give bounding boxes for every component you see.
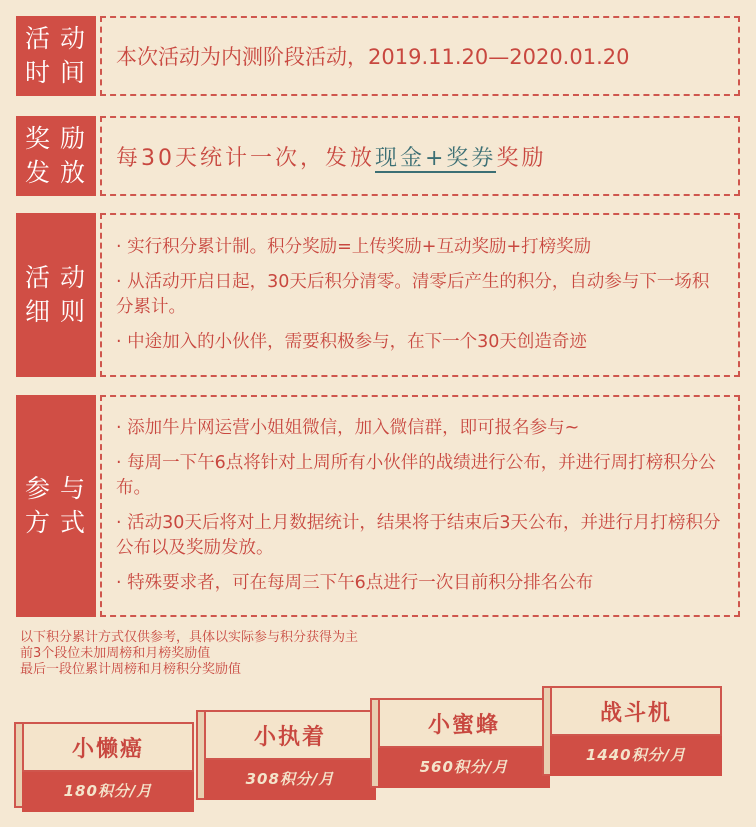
label-bottom: 时间 [24,58,95,87]
note-line: 以下积分累计方式仅供参考，具体以实际参与积分获得为主 [20,630,359,645]
notes [20,630,358,678]
section-content [100,16,740,96]
reward-highlight: 现金+奖券 [375,145,497,171]
tier-block [550,686,722,776]
tier-top [378,698,550,748]
note-line: 前3个段位未加周榜和月榜奖励值 [20,646,211,661]
tier-block [204,710,376,800]
join-item: · 活动30天后将对上月数据统计，结果将于结束后3天公布，并进行月打榜积分公布以及奖励发放。 [116,513,721,558]
note-line: 最后一段位累计周榜和月榜积分奖励值 [20,662,242,677]
tier-points: 560积分/月 [419,758,509,776]
section-label [16,116,96,196]
tier-points: 1440积分/月 [585,746,687,764]
reward-text-post: 奖励 [496,145,547,171]
label-top: 参与 [24,474,95,503]
tier-top [22,722,194,772]
tier-name: 小蜜蜂 [427,712,500,738]
tier-points: 180积分/月 [63,782,153,800]
label-top: 活动 [24,263,95,292]
join-item: · 添加牛片网运营小姐姐微信，加入微信群，即可报名参与~ [116,418,580,438]
tier-name: 战斗机 [599,700,672,726]
label-top: 奖励 [24,124,95,153]
section-label [16,213,96,377]
section-time [16,16,740,96]
label-bottom: 方式 [24,508,95,537]
section-reward [16,116,740,196]
section-join [16,395,740,617]
section-content [100,213,740,377]
rule-item: · 实行积分累计制。积分奖励=上传奖励+互动奖励+打榜奖励 [116,237,592,257]
join-item: · 特殊要求者，可在每周三下午6点进行一次目前积分排名公布 [116,573,594,593]
rule-item: · 中途加入的小伙伴，需要积极参与，在下一个30天创造奇迹 [116,332,587,352]
reward-text-pre: 每30天统计一次，发放 [116,145,375,171]
rule-item: · 从活动开启日起，30天后积分清零。清零后产生的积分，自动参与下一场积分累计。 [116,272,710,317]
join-item: · 每周一下午6点将针对上周所有小伙伴的战绩进行公布，并进行周打榜积分公布。 [116,453,716,498]
tier-block [378,698,550,788]
label-bottom: 细则 [24,297,95,326]
label-top: 活动 [24,24,95,53]
tier-points: 308积分/月 [245,770,335,788]
section-label [16,395,96,617]
tier-top [550,686,722,736]
section-content [100,395,740,617]
section-label [16,16,96,96]
tier-top [204,710,376,760]
label-bottom: 发放 [24,158,95,187]
tier-block [22,722,194,808]
time-text: 本次活动为内测阶段活动，2019.11.20—2020.01.20 [116,45,630,69]
section-rules [16,213,740,377]
tier-name: 小懒癌 [71,736,144,762]
section-content [100,116,740,196]
reward-text [116,141,726,172]
tier-name: 小执着 [253,724,326,750]
